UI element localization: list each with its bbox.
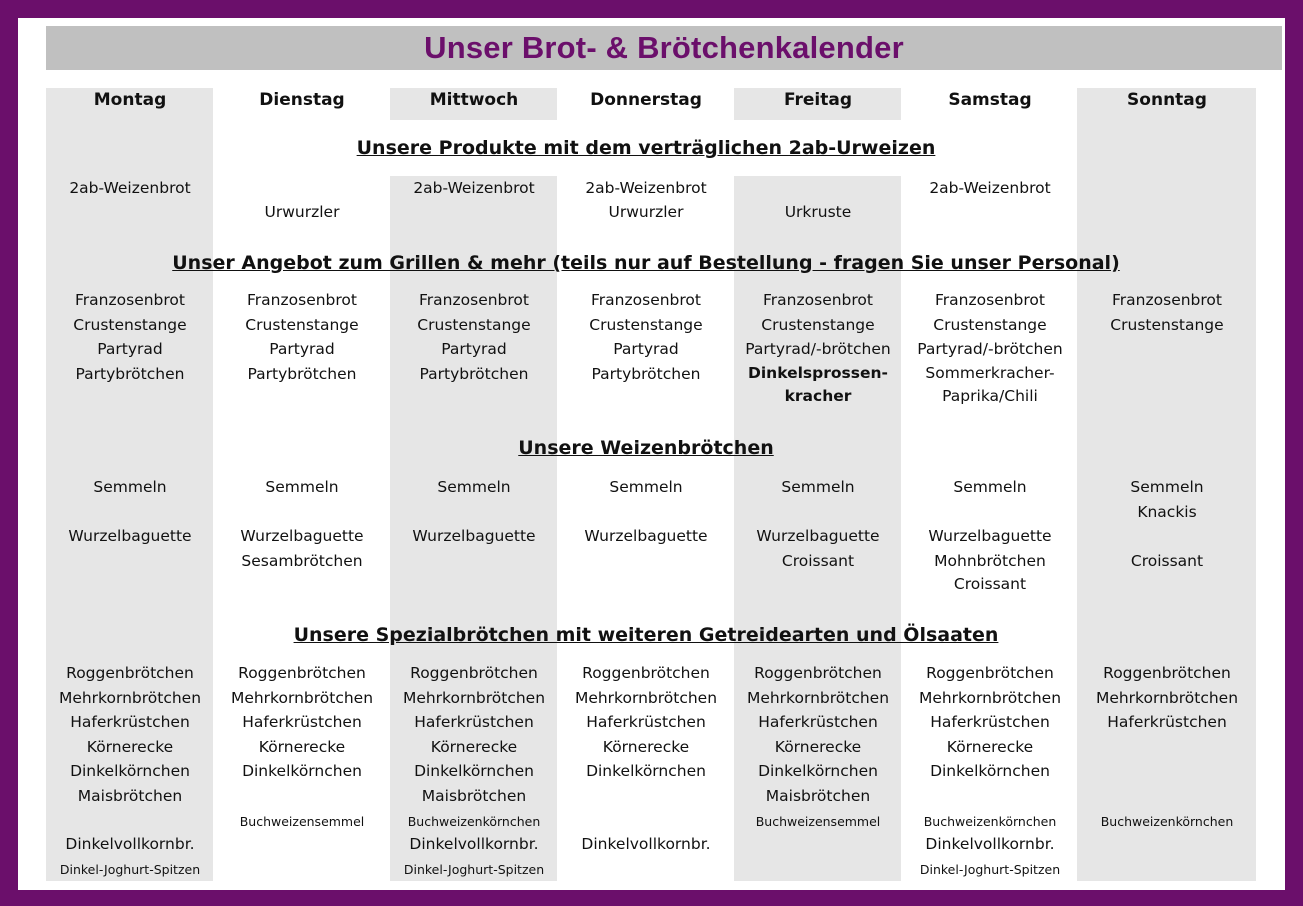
product-item: Haferkrüstchen: [70, 713, 190, 731]
urweizen-row2-cell: [560, 200, 732, 225]
weizen-cell-b: [560, 524, 732, 549]
weizen-cell-a: [560, 475, 732, 500]
grillen-cell: [388, 288, 560, 386]
day-header-montag: Montag: [93, 90, 167, 110]
day-header-sonntag: Sonntag: [1127, 90, 1207, 110]
product-item: Haferkrüstchen: [242, 713, 362, 731]
product-item: Crustenstange: [73, 315, 187, 334]
product-item: Crustenstange: [245, 315, 359, 334]
product-item: 2ab-Weizenbrot: [413, 179, 535, 197]
product-item: Franzosenbrot: [763, 291, 873, 309]
product-item: Semmeln: [953, 478, 1027, 496]
product-item: Haferkrüstchen: [414, 713, 534, 731]
product-item: Crustenstange: [933, 315, 1047, 334]
product-item: Franzosenbrot: [1112, 291, 1222, 309]
day-header-freitag: Freitag: [783, 90, 853, 110]
product-item: Mehrkornbrötchen: [746, 688, 890, 707]
product-item: Roggenbrötchen: [410, 664, 538, 682]
spezial-extra-small: [388, 858, 560, 883]
product-item: Haferkrüstchen: [930, 713, 1050, 731]
product-item: Mohnbrötchen: [934, 551, 1046, 570]
product-item: Roggenbrötchen: [582, 664, 710, 682]
weizen-cell-a: [732, 475, 904, 500]
urweizen-row2-cell: [216, 200, 388, 225]
spezial-extra-small: [904, 858, 1076, 883]
product-item: Mehrkornbrötchen: [58, 688, 202, 707]
product-item: Roggenbrötchen: [1103, 664, 1231, 682]
product-item: Franzosenbrot: [75, 291, 185, 309]
grillen-cell: [560, 288, 732, 386]
product-item: Partyrad/-brötchen: [917, 340, 1063, 358]
product-item: Buchweizensemmel: [755, 814, 881, 829]
day-header-mittwoch: Mittwoch: [429, 90, 519, 110]
product-item: Dinkelkörnchen: [414, 762, 534, 780]
product-item: Haferkrüstchen: [1107, 713, 1227, 731]
spezial-cell: [44, 661, 216, 808]
section-heading-spezialbroetchen: Unsere Spezialbrötchen mit weiteren Getreidearten und Ölsaaten: [293, 624, 999, 646]
product-item: Franzosenbrot: [591, 291, 701, 309]
product-item: Maisbrötchen: [765, 786, 871, 805]
grillen-cell: [1081, 288, 1253, 337]
product-item: Mehrkornbrötchen: [230, 688, 374, 707]
product-item: Urwurzler: [264, 203, 340, 221]
product-item: Urkruste: [784, 203, 852, 221]
product-item: Körnerecke: [774, 737, 862, 756]
spezial-extra-regular: [44, 832, 216, 857]
product-item: Haferkrüstchen: [586, 713, 706, 731]
grillen-cell: [216, 288, 388, 386]
spezial-extra-small: [1081, 810, 1253, 835]
product-item: Wurzelbaguette: [584, 527, 708, 545]
row-stripe: [901, 200, 1077, 222]
product-item: 2ab-Weizenbrot: [585, 179, 707, 197]
product-item: Mehrkornbrötchen: [402, 688, 546, 707]
product-item: Maisbrötchen: [421, 786, 527, 805]
product-item: kracher: [784, 386, 852, 405]
spezial-extra-small: [216, 810, 388, 835]
product-item: Dinkelkörnchen: [930, 762, 1050, 780]
product-item: Körnerecke: [86, 737, 174, 756]
product-item: Dinkelkörnchen: [242, 762, 362, 780]
product-item: Crustenstange: [761, 315, 875, 334]
product-item: 2ab-Weizenbrot: [929, 179, 1051, 197]
section-heading-urweizen: Unsere Produkte mit dem verträglichen 2ab-Urweizen: [356, 137, 936, 159]
product-item: Crustenstange: [417, 315, 531, 334]
product-item: Partybrötchen: [591, 364, 701, 383]
spezial-cell: [904, 661, 1076, 784]
product-item: Buchweizenkörnchen: [923, 814, 1057, 829]
product-item: Semmeln: [93, 478, 167, 496]
product-item: Körnerecke: [430, 737, 518, 756]
product-item: Wurzelbaguette: [756, 527, 880, 545]
weizen-cell-b: [388, 524, 560, 549]
product-item: Croissant: [953, 575, 1027, 593]
weizen-cell-b: [216, 524, 388, 573]
urweizen-row1-cell: [560, 176, 732, 201]
spezial-cell: [732, 661, 904, 808]
product-item: Roggenbrötchen: [238, 664, 366, 682]
product-item: Dinkelvollkornbr.: [409, 835, 539, 853]
product-item: Partybrötchen: [75, 364, 185, 383]
section-heading-grillen: Unser Angebot zum Grillen & mehr (teils nur auf Bestellung - fragen Sie unser Personal): [172, 252, 1120, 274]
product-item: Roggenbrötchen: [66, 664, 194, 682]
product-item: Wurzelbaguette: [928, 527, 1052, 545]
weizen-cell-a: [216, 475, 388, 500]
product-item: Körnerecke: [602, 737, 690, 756]
product-item: Franzosenbrot: [419, 291, 529, 309]
spezial-cell: [388, 661, 560, 808]
section-heading-weizenbroetchen: Unsere Weizenbrötchen: [518, 437, 774, 459]
product-item: Urwurzler: [608, 203, 684, 221]
spezial-extra-small: [44, 858, 216, 883]
product-item: Dinkelkörnchen: [70, 762, 190, 780]
product-item: Mehrkornbrötchen: [1095, 688, 1239, 707]
product-item: Roggenbrötchen: [926, 664, 1054, 682]
product-item: Roggenbrötchen: [754, 664, 882, 682]
urweizen-row1-cell: [388, 176, 560, 201]
product-item: [1081, 524, 1253, 549]
product-item: Semmeln: [1130, 478, 1204, 496]
product-item: Dinkelvollkornbr.: [65, 835, 195, 853]
product-item: Partyrad: [269, 340, 335, 358]
product-item: Maisbrötchen: [77, 786, 183, 805]
grillen-cell: [904, 288, 1076, 408]
product-item: Semmeln: [265, 478, 339, 496]
urweizen-row1-cell: [44, 176, 216, 201]
spezial-cell: [216, 661, 388, 784]
weizen-cell-a: [904, 475, 1076, 500]
product-item: Körnerecke: [258, 737, 346, 756]
product-item: Partyrad: [613, 340, 679, 358]
weizen-cell-b: [732, 524, 904, 573]
product-item: Partyrad/-brötchen: [745, 340, 891, 358]
product-item: Partyrad: [441, 340, 507, 358]
product-item: Körnerecke: [946, 737, 1034, 756]
product-item: Croissant: [781, 551, 855, 570]
spezial-extra-small: [732, 810, 904, 835]
product-item: Croissant: [1130, 551, 1204, 570]
product-item: Buchweizenkörnchen: [1100, 814, 1234, 829]
product-item: Crustenstange: [1110, 315, 1224, 334]
product-item: Crustenstange: [589, 315, 703, 334]
weizen-cell-b: [904, 524, 1076, 596]
grillen-cell: [732, 288, 904, 408]
product-item: Franzosenbrot: [935, 291, 1045, 309]
product-item: Partyrad: [97, 340, 163, 358]
product-item: Knackis: [1137, 502, 1197, 521]
product-item: Buchweizensemmel: [239, 814, 365, 829]
day-header-donnerstag: Donnerstag: [590, 90, 702, 110]
product-item: Dinkelsprossen-: [748, 363, 888, 382]
product-item: Wurzelbaguette: [412, 527, 536, 545]
title-bar: [46, 26, 1282, 70]
weizen-cell-a: [44, 475, 216, 500]
product-item: Partybrötchen: [419, 364, 529, 383]
product-item: Paprika/Chili: [942, 386, 1038, 405]
product-item: Dinkel-Joghurt-Spitzen: [59, 862, 201, 877]
product-item: Buchweizenkörnchen: [407, 814, 541, 829]
day-header-dienstag: Dienstag: [259, 90, 345, 110]
product-item: Semmeln: [437, 478, 511, 496]
product-item: Semmeln: [609, 478, 683, 496]
urweizen-row2-cell: [732, 200, 904, 225]
weizen-cell-b: [1081, 524, 1253, 573]
product-item: 2ab-Weizenbrot: [69, 179, 191, 197]
product-item: Dinkel-Joghurt-Spitzen: [403, 862, 545, 877]
spezial-cell: [560, 661, 732, 784]
page-title: Unser Brot- & Brötchenkalender: [424, 30, 904, 65]
spezial-extra-small: [904, 810, 1076, 835]
product-item: Dinkelvollkornbr.: [581, 835, 711, 853]
product-item: Sommerkracher-: [925, 363, 1055, 382]
product-item: Mehrkornbrötchen: [918, 688, 1062, 707]
weizen-cell-b: [44, 524, 216, 549]
weizen-cell-a: [1081, 475, 1253, 524]
spezial-extra-regular: [388, 832, 560, 857]
product-item: Wurzelbaguette: [240, 527, 364, 545]
urweizen-row1-cell: [904, 176, 1076, 201]
product-item: Dinkelkörnchen: [758, 762, 878, 780]
product-item: Semmeln: [781, 478, 855, 496]
spezial-extra-regular: [904, 832, 1076, 857]
product-item: Dinkelvollkornbr.: [925, 835, 1055, 853]
product-item: Dinkel-Joghurt-Spitzen: [919, 862, 1061, 877]
product-item: Haferkrüstchen: [758, 713, 878, 731]
product-item: Partybrötchen: [247, 364, 357, 383]
weizen-cell-a: [388, 475, 560, 500]
product-item: Wurzelbaguette: [68, 527, 192, 545]
spezial-extra-regular: [560, 832, 732, 857]
product-item: Mehrkornbrötchen: [574, 688, 718, 707]
product-item: Dinkelkörnchen: [586, 762, 706, 780]
spezial-extra-small: [388, 810, 560, 835]
grillen-cell: [44, 288, 216, 386]
product-item: Sesambrötchen: [241, 551, 363, 570]
day-header-samstag: Samstag: [948, 90, 1032, 110]
product-item: Franzosenbrot: [247, 291, 357, 309]
spezial-cell: [1081, 661, 1253, 735]
